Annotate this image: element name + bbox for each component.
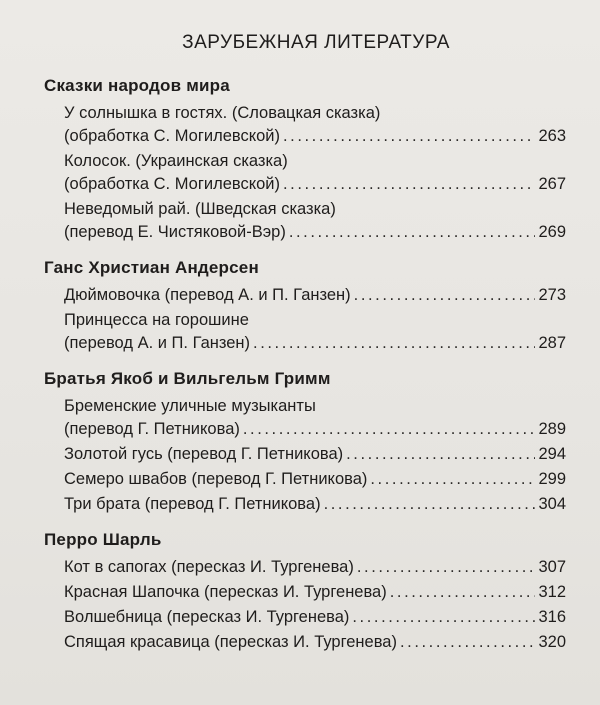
- entry-text: Волшебница (пересказ И. Тургенева): [64, 608, 350, 626]
- leader-dots: [283, 173, 535, 196]
- entry-detail-line: [64, 284, 566, 307]
- entry-page-number: 273: [538, 286, 566, 304]
- entry-page-number: 307: [538, 558, 566, 576]
- toc-entry[interactable]: [44, 443, 566, 466]
- toc-entry[interactable]: [44, 493, 566, 516]
- toc-section: [44, 369, 566, 516]
- toc-entry[interactable]: [44, 284, 566, 307]
- section-title: Сказки народов мира: [44, 76, 230, 95]
- toc-entry[interactable]: [44, 581, 566, 604]
- entry-title-line: Бременские уличные музыканты: [64, 397, 316, 415]
- toc-entry[interactable]: [44, 150, 566, 196]
- entry-page-number: 320: [538, 633, 566, 651]
- toc-entry[interactable]: [44, 102, 566, 148]
- entry-page-number: 304: [538, 495, 566, 513]
- toc-entry[interactable]: [44, 198, 566, 244]
- leader-dots: [324, 493, 536, 516]
- toc-entry[interactable]: [44, 395, 566, 441]
- entry-title-line: Колосок. (Украинская сказка): [64, 152, 288, 170]
- entry-text: Красная Шапочка (пересказ И. Тургенева): [64, 583, 387, 601]
- section-title: Ганс Христиан Андерсен: [44, 258, 259, 277]
- entry-detail-line: [64, 221, 566, 244]
- table-of-contents: [44, 76, 566, 654]
- entry-detail-line: [64, 443, 566, 466]
- leader-dots: [352, 606, 535, 629]
- section-title: Перро Шарль: [44, 530, 162, 549]
- entry-page-number: 316: [538, 608, 566, 626]
- toc-section: [44, 76, 566, 244]
- toc-entry[interactable]: [44, 309, 566, 355]
- entry-page-number: 269: [538, 223, 566, 241]
- entry-text: (перевод Е. Чистяковой-Вэр): [64, 223, 286, 241]
- entry-text: Спящая красавица (пересказ И. Тургенева): [64, 633, 397, 651]
- entry-text: (перевод Г. Петникова): [64, 420, 240, 438]
- leader-dots: [243, 418, 536, 441]
- entry-detail-line: [64, 332, 566, 355]
- entry-text: (обработка С. Могилевской): [64, 175, 280, 193]
- entry-text: Дюймовочка (перевод А. и П. Ганзен): [64, 286, 351, 304]
- entry-detail-line: [64, 493, 566, 516]
- toc-entry[interactable]: [44, 606, 566, 629]
- entry-page-number: 294: [538, 445, 566, 463]
- entry-text: (обработка С. Могилевской): [64, 127, 280, 145]
- entry-page-number: 263: [538, 127, 566, 145]
- leader-dots: [346, 443, 535, 466]
- toc-entry[interactable]: [44, 556, 566, 579]
- leader-dots: [400, 631, 535, 654]
- entry-detail-line: [64, 606, 566, 629]
- section-entries: [44, 556, 566, 654]
- section-entries: [44, 284, 566, 355]
- section-entries: [44, 395, 566, 516]
- leader-dots: [354, 284, 536, 307]
- entry-text: Три брата (перевод Г. Петникова): [64, 495, 321, 513]
- toc-entry[interactable]: [44, 468, 566, 491]
- entry-page-number: 267: [538, 175, 566, 193]
- entry-detail-line: [64, 125, 566, 148]
- entry-detail-line: [64, 556, 566, 579]
- entry-detail-line: [64, 631, 566, 654]
- toc-section: [44, 258, 566, 355]
- entry-page-number: 299: [538, 470, 566, 488]
- entry-text: (перевод А. и П. Ганзен): [64, 334, 251, 352]
- entry-title-line: Неведомый рай. (Шведская сказка): [64, 200, 336, 218]
- entry-text: Золотой гусь (перевод Г. Петникова): [64, 445, 344, 463]
- entry-title-line: Принцесса на горошине: [64, 311, 249, 329]
- entry-text: Семеро швабов (перевод Г. Петникова): [64, 470, 368, 488]
- entry-detail-line: [64, 173, 566, 196]
- page-title: ЗАРУБЕЖНАЯ ЛИТЕРАТУРА: [182, 32, 450, 53]
- entry-page-number: 289: [538, 420, 566, 438]
- section-entries: [44, 102, 566, 244]
- section-title: Братья Якоб и Вильгельм Гримм: [44, 369, 331, 388]
- leader-dots: [357, 556, 536, 579]
- entry-title-line: У солнышка в гостях. (Словацкая сказка): [64, 104, 381, 122]
- entry-detail-line: [64, 418, 566, 441]
- leader-dots: [289, 221, 536, 244]
- leader-dots: [390, 581, 536, 604]
- toc-section: [44, 530, 566, 654]
- leader-dots: [253, 332, 535, 355]
- entry-text: Кот в сапогах (пересказ И. Тургенева): [64, 558, 354, 576]
- leader-dots: [370, 468, 535, 491]
- entry-page-number: 312: [538, 583, 566, 601]
- entry-page-number: 287: [538, 334, 566, 352]
- leader-dots: [283, 125, 535, 148]
- entry-detail-line: [64, 468, 566, 491]
- toc-entry[interactable]: [44, 631, 566, 654]
- entry-detail-line: [64, 581, 566, 604]
